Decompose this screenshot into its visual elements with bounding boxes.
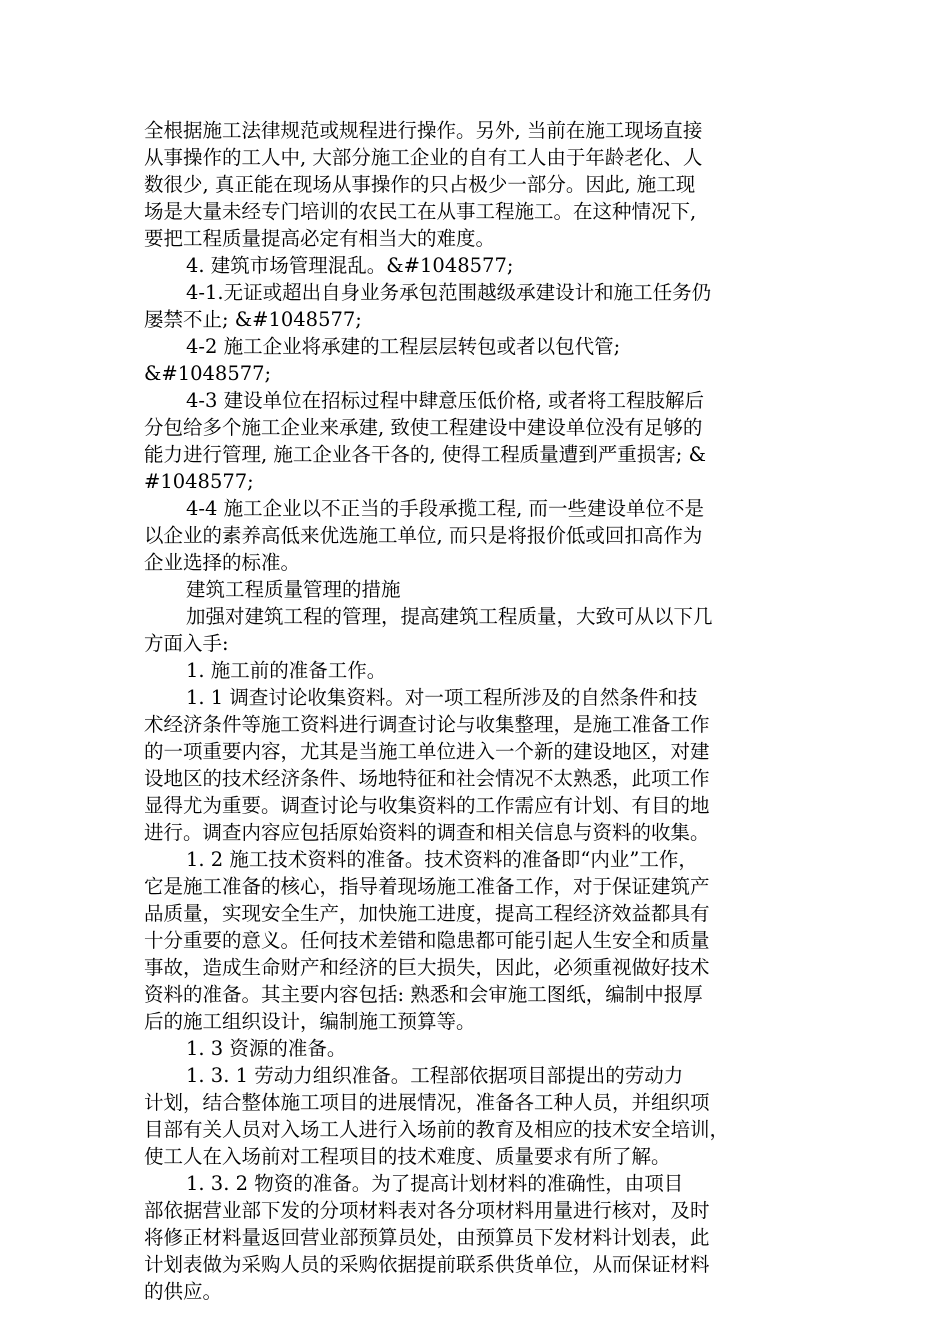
text-line: 1. 1 调查讨论收集资料。对一项工程所涉及的自然条件和技 (186, 686, 698, 709)
text-line: 计划，结合整体施工项目的进展情况，准备各工种人员，并组织项 (144, 1091, 710, 1114)
text-line: 1. 施工前的准备工作。 (186, 659, 387, 682)
text-line: 企业选择的标准。 (144, 551, 301, 574)
text-line: 计划表做为采购人员的采购依据提前联系供货单位，从而保证材料 (144, 1253, 710, 1276)
text-line: 4-1.无证或超出自身业务承包范围越级承建设计和施工任务仍 (186, 281, 712, 304)
text-line: 的供应。 (144, 1280, 223, 1303)
text-line: 使工人在入场前对工程项目的技术难度、质量要求有所了解。 (144, 1145, 671, 1168)
text-line: 进行。调查内容应包括原始资料的调查和相关信息与资料的收集。 (144, 821, 710, 844)
text-line: 4. 建筑市场管理混乱。&#1048577; (186, 254, 514, 277)
text-line: 部依据营业部下发的分项材料表对各分项材料用量进行核对，及时 (144, 1199, 710, 1222)
text-line: 术经济条件等施工资料进行调查讨论与收集整理，是施工准备工作 (144, 713, 710, 736)
text-line: #1048577; (144, 470, 254, 493)
text-line: 资料的准备。其主要内容包括: 熟悉和会审施工图纸，编制中报厚 (144, 983, 703, 1006)
text-line: 以企业的素养高低来优选施工单位, 而只是将报价低或回扣高作为 (144, 524, 703, 547)
text-line: 1. 3. 2 物资的准备。为了提高计划材料的准确性，由项目 (186, 1172, 684, 1195)
text-line: 目部有关人员对入场工人进行入场前的教育及相应的技术安全培训， (144, 1118, 730, 1141)
text-line: 分包给多个施工企业来承建, 致使工程建设中建设单位没有足够的 (144, 416, 703, 439)
text-line: 从事操作的工人中, 大部分施工企业的自有工人由于年龄老化、人 (144, 146, 703, 169)
text-line: 将修正材料量返回营业部预算员处，由预算员下发材料计划表，此 (144, 1226, 710, 1249)
text-line: 1. 3 资源的准备。 (186, 1037, 347, 1060)
text-line: 显得尤为重要。调查讨论与收集资料的工作需应有计划、有目的地 (144, 794, 710, 817)
text-line: 后的施工组织设计，编制施工预算等。 (144, 1010, 476, 1033)
text-line: 能力进行管理, 施工企业各干各的, 使得工程质量遭到严重损害; & (144, 443, 706, 466)
text-line: 场是大量未经专门培训的农民工在从事工程施工。在这种情况下, (144, 200, 697, 223)
text-line: 的一项重要内容，尤其是当施工单位进入一个新的建设地区，对建 (144, 740, 710, 763)
text-line: 屡禁不止; &#1048577; (144, 308, 362, 331)
text-line: 全根据施工法律规范或规程进行操作。另外, 当前在施工现场直接 (144, 119, 703, 142)
text-line: 1. 3. 1 劳动力组织准备。工程部依据项目部提出的劳动力 (186, 1064, 684, 1087)
text-line: 4-4 施工企业以不正当的手段承揽工程, 而一些建设单位不是 (186, 497, 704, 520)
text-line: 它是施工准备的核心，指导着现场施工准备工作，对于保证建筑产 (144, 875, 710, 898)
text-line: 品质量，实现安全生产，加快施工进度，提高工程经济效益都具有 (144, 902, 710, 925)
text-line: 数很少, 真正能在现场从事操作的只占极少一部分。因此, 施工现 (144, 173, 696, 196)
text-line: 4-3 建设单位在招标过程中肆意压低价格, 或者将工程肢解后 (186, 389, 704, 412)
text-line: 事故，造成生命财产和经济的巨大损失，因此，必须重视做好技术 (144, 956, 710, 979)
section-heading: 建筑工程质量管理的措施 (186, 578, 401, 601)
text-line: 要把工程质量提高必定有相当大的难度。 (144, 227, 496, 250)
text-line: &#1048577; (144, 362, 272, 385)
text-line: 4-2 施工企业将承建的工程层层转包或者以包代管; (186, 335, 621, 358)
text-line: 十分重要的意义。任何技术差错和隐患都可能引起人生安全和质量 (144, 929, 710, 952)
text-line: 1. 2 施工技术资料的准备。技术资料的准备即“内业”工作， (186, 848, 698, 871)
text-line: 设地区的技术经济条件、场地特征和社会情况不太熟悉，此项工作 (144, 767, 710, 790)
text-line: 加强对建筑工程的管理，提高建筑工程质量，大致可从以下几 (186, 605, 713, 628)
text-line: 方面入手: (144, 632, 229, 655)
